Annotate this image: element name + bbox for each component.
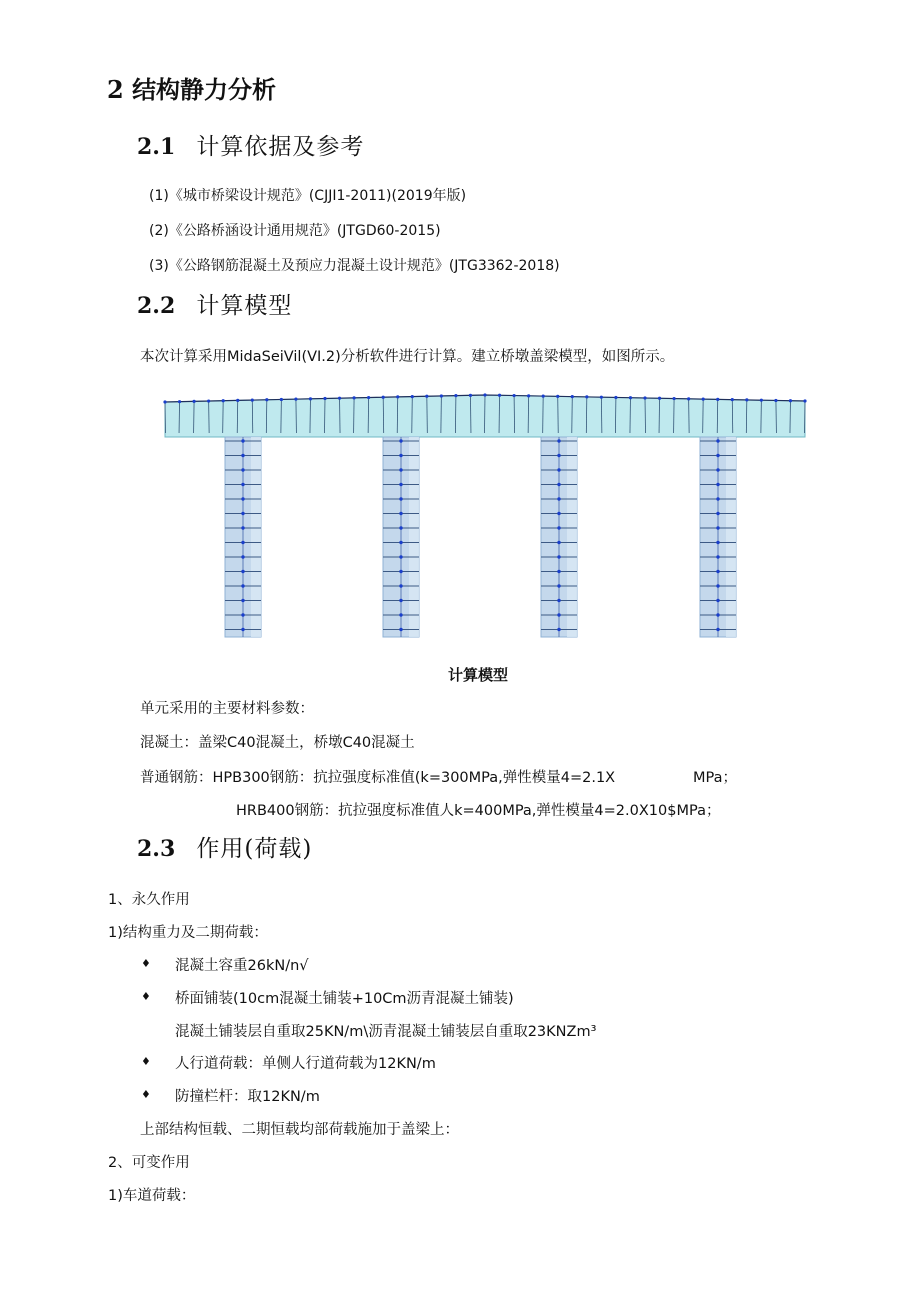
pier-node bbox=[399, 613, 402, 616]
pier-node bbox=[399, 526, 402, 529]
beam-node bbox=[716, 398, 719, 401]
pier-node bbox=[399, 599, 402, 602]
paving-detail: 混凝土铺装层自重取25KN/m\沥青混凝土铺装层自重取23KNZm³ bbox=[175, 1024, 597, 1040]
beam-node bbox=[382, 396, 385, 399]
pier-node bbox=[241, 555, 244, 558]
beam-node bbox=[512, 394, 515, 397]
beam-node bbox=[643, 396, 646, 399]
beam-node bbox=[600, 396, 603, 399]
beam-element-line bbox=[717, 399, 718, 433]
beam-node bbox=[745, 398, 748, 401]
beam-element-line bbox=[645, 398, 646, 433]
pier-node bbox=[399, 483, 402, 486]
pier-node bbox=[716, 599, 719, 602]
load-item-2: 桥面铺装(10cm混凝土铺装+10Cm沥青混凝土铺装) bbox=[175, 991, 514, 1007]
beam-element-line bbox=[266, 400, 267, 433]
beam-node bbox=[178, 400, 181, 403]
pier-node bbox=[241, 512, 244, 515]
beam-element-line bbox=[776, 400, 777, 433]
beam-node bbox=[571, 395, 574, 398]
beam-node bbox=[251, 398, 254, 401]
beam-node bbox=[527, 394, 530, 397]
pier-node bbox=[399, 628, 402, 631]
materials-title: 单元采用的主要材料参数： bbox=[140, 701, 314, 717]
pier-node bbox=[716, 483, 719, 486]
pier-node bbox=[716, 628, 719, 631]
beam-element-line bbox=[165, 402, 166, 433]
pier-node bbox=[241, 468, 244, 471]
beam-element-line bbox=[674, 399, 675, 433]
beam-node bbox=[629, 396, 632, 399]
beam-element-line bbox=[397, 397, 398, 433]
beam-node bbox=[498, 394, 501, 397]
pier-node bbox=[716, 541, 719, 544]
beam-node bbox=[352, 396, 355, 399]
beam-node bbox=[687, 397, 690, 400]
bullet-3: ♦ bbox=[141, 1055, 151, 1068]
pier-highlight bbox=[726, 437, 736, 637]
beam-element-line bbox=[615, 397, 616, 433]
beam-element-line bbox=[281, 399, 282, 433]
beam-element-line bbox=[485, 395, 486, 433]
beam-element-line bbox=[659, 398, 660, 433]
beam-element-line bbox=[499, 395, 500, 433]
pier-node bbox=[241, 570, 244, 573]
beam-node bbox=[789, 399, 792, 402]
pier-node bbox=[399, 541, 402, 544]
pier-node bbox=[716, 613, 719, 616]
pier-node bbox=[716, 526, 719, 529]
beam-element-line bbox=[427, 396, 428, 433]
beam-node bbox=[803, 399, 806, 402]
pier-node bbox=[241, 584, 244, 587]
section-number: 2 bbox=[107, 75, 124, 104]
pier-node bbox=[557, 613, 560, 616]
bullet-2: ♦ bbox=[141, 990, 151, 1003]
beam-node bbox=[483, 393, 486, 396]
beam-element-line bbox=[194, 401, 195, 433]
beam-element-line bbox=[223, 401, 224, 433]
variable-sub: 1)车道荷载： bbox=[108, 1188, 196, 1204]
model-figure bbox=[160, 385, 810, 645]
pier-node bbox=[241, 541, 244, 544]
pier-node bbox=[557, 570, 560, 573]
upper-structure-note: 上部结构恒载、二期恒载均部荷载施加于盖梁上： bbox=[140, 1122, 459, 1138]
pier-node bbox=[557, 541, 560, 544]
beam-node bbox=[309, 397, 312, 400]
pier-node bbox=[716, 584, 719, 587]
heading-2-3-number: 2.3 bbox=[137, 836, 176, 862]
heading-2-1 bbox=[137, 128, 364, 161]
beam-node bbox=[411, 395, 414, 398]
pier-node bbox=[399, 555, 402, 558]
beam-element-line bbox=[310, 399, 311, 433]
pier-node bbox=[557, 483, 560, 486]
heading-2-2-number: 2.2 bbox=[137, 293, 176, 319]
bullet-1: ♦ bbox=[141, 957, 151, 970]
pier-node bbox=[557, 555, 560, 558]
pier-node bbox=[557, 468, 560, 471]
beam-node bbox=[192, 400, 195, 403]
beam-node bbox=[556, 395, 559, 398]
beam-node bbox=[396, 395, 399, 398]
beam-node bbox=[614, 396, 617, 399]
rebar-params-1: 普通钢筋：HPB300钢筋：抗拉强度标准值(k=300MPa,弹性模量4=2.1X bbox=[140, 770, 616, 786]
beam-element-line bbox=[746, 400, 747, 433]
pier-node bbox=[557, 439, 560, 442]
beam-element-line bbox=[790, 401, 791, 433]
pier-node bbox=[716, 512, 719, 515]
concrete-params: 混凝土：盖梁C40混凝土，桥墩C40混凝土 bbox=[140, 735, 415, 751]
beam-element-line bbox=[325, 399, 326, 434]
beam-element-line bbox=[630, 398, 631, 433]
figure-caption: 计算模型 bbox=[448, 666, 509, 684]
beam-element-line bbox=[441, 396, 442, 433]
pier-node bbox=[399, 570, 402, 573]
pier-node bbox=[716, 468, 719, 471]
section-title-text: 结构静力分析 bbox=[132, 75, 277, 104]
pier-node bbox=[557, 454, 560, 457]
pier-highlight bbox=[567, 437, 577, 637]
load-item-4: 防撞栏杆：取12KN/m bbox=[175, 1089, 320, 1105]
beam-node bbox=[236, 399, 239, 402]
pier-node bbox=[241, 497, 244, 500]
pier-node bbox=[399, 454, 402, 457]
pier-node bbox=[557, 512, 560, 515]
beam-element-line bbox=[558, 396, 559, 433]
heading-2-2-title: 计算模型 bbox=[196, 293, 293, 319]
beam-element-line bbox=[383, 397, 384, 433]
beam-node bbox=[207, 399, 210, 402]
beam-node bbox=[163, 400, 166, 403]
permanent-action: 1、永久作用 bbox=[108, 892, 190, 908]
rebar-params-1-unit: MPa； bbox=[693, 770, 737, 786]
beam-element-line bbox=[470, 395, 471, 433]
beam-element-line bbox=[586, 397, 587, 433]
beam-element-line bbox=[543, 396, 544, 433]
pier-node bbox=[399, 439, 402, 442]
beam-node bbox=[294, 398, 297, 401]
beam-element-line bbox=[455, 396, 456, 433]
pier-node bbox=[241, 599, 244, 602]
beam-node bbox=[672, 397, 675, 400]
beam-element-line bbox=[252, 400, 253, 433]
pier-node bbox=[557, 526, 560, 529]
pier-node bbox=[399, 512, 402, 515]
pier-node bbox=[557, 497, 560, 500]
heading-2-3-title: 作用(荷载) bbox=[196, 836, 313, 862]
pier-node bbox=[716, 454, 719, 457]
beam-node bbox=[367, 396, 370, 399]
pier-node bbox=[716, 555, 719, 558]
pier-node bbox=[241, 613, 244, 616]
beam-node bbox=[542, 394, 545, 397]
beam-element-line bbox=[340, 398, 341, 433]
pier-node bbox=[557, 599, 560, 602]
beam-node bbox=[323, 397, 326, 400]
beam-element-line bbox=[368, 398, 369, 433]
beam-node bbox=[222, 399, 225, 402]
pier-node bbox=[557, 628, 560, 631]
beam-element-line bbox=[528, 396, 529, 433]
beam-node bbox=[658, 397, 661, 400]
beam-node bbox=[774, 399, 777, 402]
beam-node bbox=[469, 394, 472, 397]
pier-node bbox=[241, 439, 244, 442]
reference-1: (1)《城市桥梁设计规范》(CJJI1-2011)(2019年版) bbox=[149, 188, 467, 204]
beam-node bbox=[440, 394, 443, 397]
heading-2-2 bbox=[137, 287, 292, 320]
beam-element-line bbox=[689, 399, 690, 433]
beam-element-line bbox=[514, 396, 515, 433]
pier-node bbox=[716, 439, 719, 442]
pier-highlight bbox=[409, 437, 419, 637]
pier-node bbox=[399, 497, 402, 500]
pier-node bbox=[716, 570, 719, 573]
beam-element-line bbox=[354, 398, 355, 433]
beam-element-line bbox=[296, 399, 297, 433]
beam-node bbox=[338, 397, 341, 400]
model-intro: 本次计算采用MidaSeiVil(VI.2)分析软件进行计算。建立桥墩盖梁模型，如图所示。 bbox=[140, 349, 675, 365]
heading-2-1-number: 2.1 bbox=[137, 134, 176, 160]
beam-element-line bbox=[572, 397, 573, 433]
beam-element-line bbox=[237, 400, 238, 433]
beam-node bbox=[454, 394, 457, 397]
load-item-3: 人行道荷载：单侧人行道荷载为12KN/m bbox=[175, 1056, 436, 1072]
pier-node bbox=[241, 483, 244, 486]
beam-element-line bbox=[761, 400, 762, 433]
beam-node bbox=[280, 398, 283, 401]
bullet-4: ♦ bbox=[141, 1088, 151, 1101]
rebar-params-2: HRB400钢筋：抗拉强度标准值人k=400MPa,弹性模量4=2.0X10$MPa； bbox=[236, 803, 721, 819]
beam-element-line bbox=[601, 397, 602, 433]
permanent-sub: 1)结构重力及二期荷载： bbox=[108, 925, 268, 941]
beam-node bbox=[585, 395, 588, 398]
beam-node bbox=[731, 398, 734, 401]
heading-2-1-title: 计算依据及参考 bbox=[196, 134, 365, 160]
beam-element-line bbox=[209, 401, 210, 433]
load-item-1: 混凝土容重26kN/n√ bbox=[175, 958, 309, 974]
beam-element-line bbox=[412, 397, 413, 433]
pier-node bbox=[241, 454, 244, 457]
beam-node bbox=[425, 395, 428, 398]
beam-element-line bbox=[179, 402, 180, 433]
beam-node bbox=[760, 399, 763, 402]
beam-node bbox=[265, 398, 268, 401]
pier-node bbox=[716, 497, 719, 500]
variable-action: 2、可变作用 bbox=[108, 1155, 190, 1171]
pier-node bbox=[557, 584, 560, 587]
beam-element-line bbox=[732, 400, 733, 433]
beam-node bbox=[702, 397, 705, 400]
pier-highlight bbox=[251, 437, 261, 637]
pier-node bbox=[399, 468, 402, 471]
beam-element-line bbox=[805, 401, 806, 433]
heading-2-3 bbox=[137, 830, 312, 863]
section-title bbox=[107, 70, 276, 105]
pier-node bbox=[241, 628, 244, 631]
reference-3: (3)《公路钢筋混凝土及预应力混凝土设计规范》(JTG3362-2018) bbox=[149, 258, 560, 274]
pier-node bbox=[241, 526, 244, 529]
pier-node bbox=[399, 584, 402, 587]
reference-2: (2)《公路桥涵设计通用规范》(JTGD60-2015) bbox=[149, 223, 441, 239]
beam-element-line bbox=[703, 399, 704, 433]
